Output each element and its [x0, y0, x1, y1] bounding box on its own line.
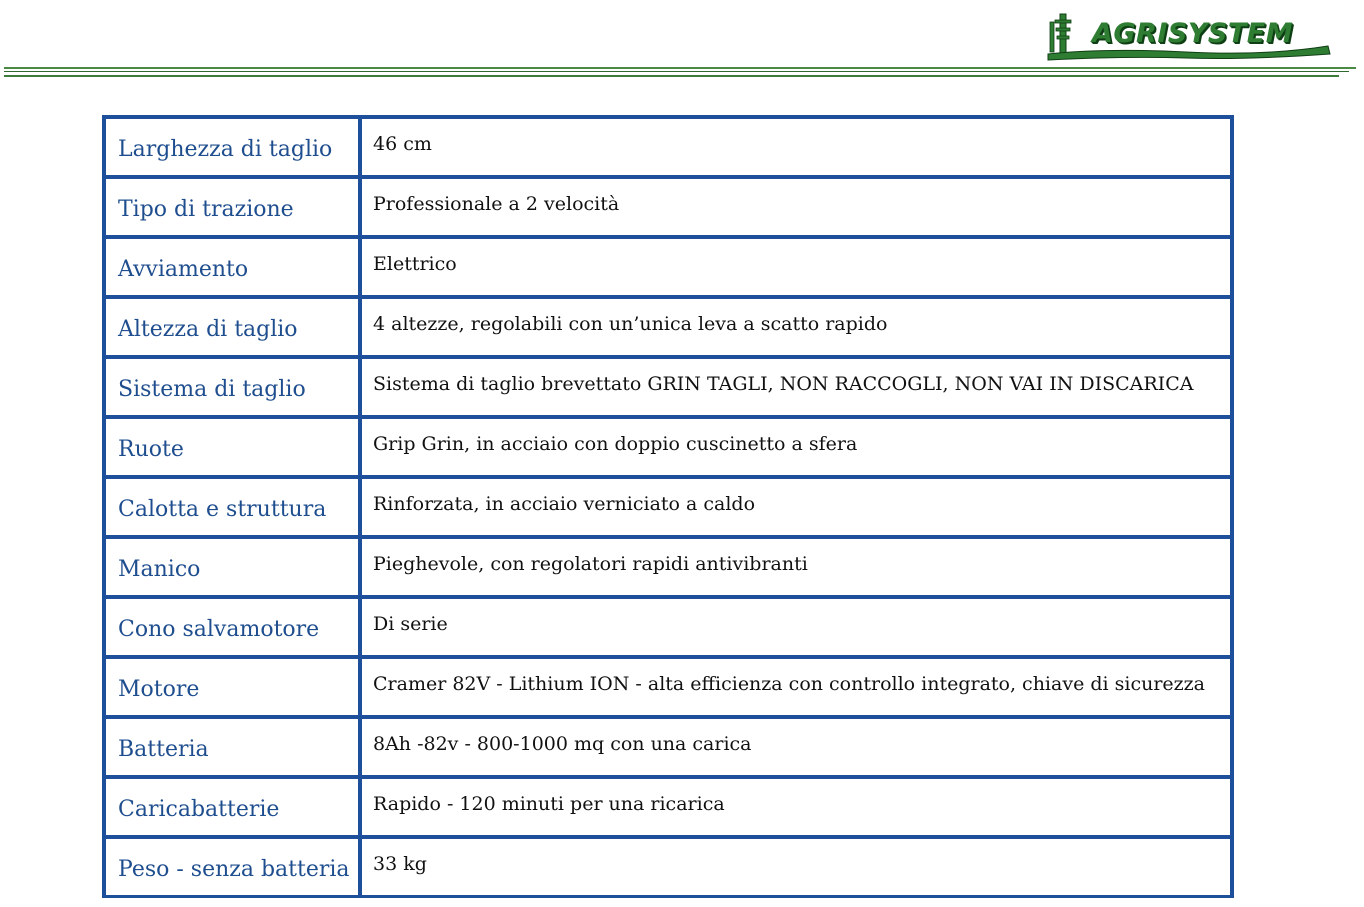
spec-label: Batteria	[106, 719, 358, 775]
spec-label: Cono salvamotore	[106, 599, 358, 655]
spec-value: Cramer 82V - Lithium ION - alta efficienza con controllo integrato, chiave di sicurezza	[362, 659, 1230, 715]
table-row	[104, 297, 1232, 357]
table-row	[104, 597, 1232, 657]
table-row	[104, 837, 1232, 897]
spec-value: Grip Grin, in acciaio con doppio cuscinetto a sfera	[362, 419, 1230, 475]
spec-value: 4 altezze, regolabili con un’unica leva a scatto rapido	[362, 299, 1230, 355]
table-row	[104, 177, 1232, 237]
spec-value: Pieghevole, con regolatori rapidi antivibranti	[362, 539, 1230, 595]
spec-label: Altezza di taglio	[106, 299, 358, 355]
table-row	[104, 717, 1232, 777]
spec-value: Rinforzata, in acciaio verniciato a caldo	[362, 479, 1230, 535]
spec-label: Avviamento	[106, 239, 358, 295]
header-rule	[4, 71, 1349, 72]
spec-label: Sistema di taglio	[106, 359, 358, 415]
table-row	[104, 237, 1232, 297]
table-row	[104, 357, 1232, 417]
table-row	[104, 417, 1232, 477]
spec-label: Tipo di trazione	[106, 179, 358, 235]
spec-value: Professionale a 2 velocità	[362, 179, 1230, 235]
spec-value: 46 cm	[362, 119, 1230, 175]
spec-label: Peso - senza batteria	[106, 839, 358, 895]
spec-value: 33 kg	[362, 839, 1230, 895]
header-rule	[4, 75, 1339, 77]
table-row	[104, 477, 1232, 537]
spec-label: Manico	[106, 539, 358, 595]
spec-value: 8Ah -82v - 800-1000 mq con una carica	[362, 719, 1230, 775]
spec-label: Caricabatterie	[106, 779, 358, 835]
header-rule	[4, 67, 1356, 69]
spec-value: Sistema di taglio brevettato GRIN TAGLI, NON RACCOGLI, NON VAI IN DISCARICA	[362, 359, 1230, 415]
spec-value: Di serie	[362, 599, 1230, 655]
table-row	[104, 777, 1232, 837]
logo-wordmark: AGRISYSTEM	[1092, 18, 1294, 49]
spec-label: Calotta e struttura	[106, 479, 358, 535]
table-row	[104, 537, 1232, 597]
spec-table	[102, 115, 1234, 898]
agrisystem-logo	[1046, 8, 1332, 66]
spec-value: Rapido - 120 minuti per una ricarica	[362, 779, 1230, 835]
spec-label: Ruote	[106, 419, 358, 475]
table-row	[104, 657, 1232, 717]
spec-label: Larghezza di taglio	[106, 119, 358, 175]
spec-label: Motore	[106, 659, 358, 715]
table-row	[104, 117, 1232, 177]
spec-value: Elettrico	[362, 239, 1230, 295]
